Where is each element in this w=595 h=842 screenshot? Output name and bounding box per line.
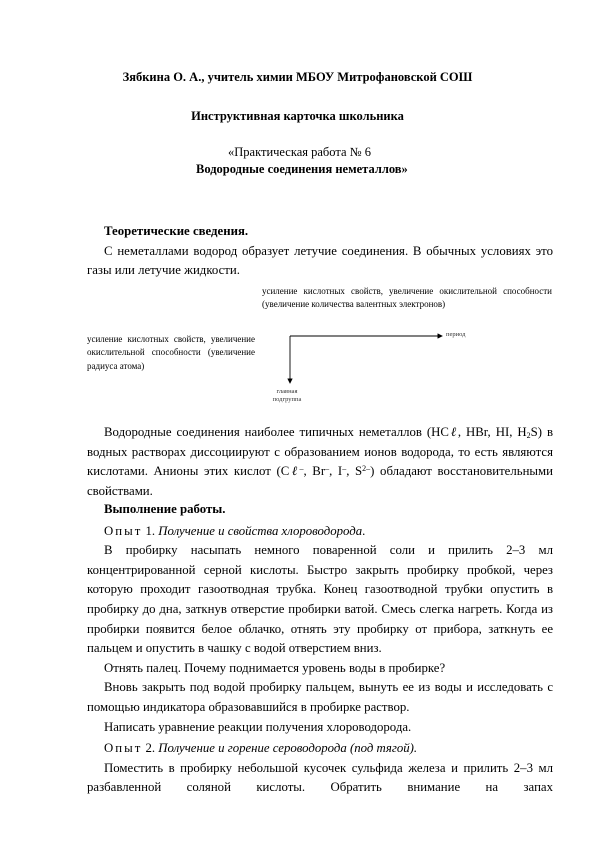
para2-sup-3: – [342,464,347,474]
card-title: Инструктивная карточка школьника [191,109,404,123]
author-line: Зябкина О. А., учитель химии МБОУ Митрофановской СОШ [122,70,473,84]
para2-text-6: , S [346,464,363,479]
experiment-2-title [87,739,553,759]
para2-ell: ℓ [448,425,458,439]
para2-text-5: , I [329,464,343,479]
exp2-label: Опыт [104,741,143,756]
exp1-paragraph-4: Написать уравнение реакции получения хлороводорода. [104,719,412,734]
exp1-num: 1. [142,523,159,538]
para2-text-7: ) обладают восстановительными свойствами. [87,464,553,498]
exp1-paragraph-3: Вновь закрыть под водой пробирку пальцем, вынуть ее из воды и исследовать с помощью индикатора образовавшийся в пробирке раствор. [87,680,553,714]
para2-text-1: Водородные соединения наиболее типичных неметаллов (HC [104,425,449,439]
theory-intro: С неметаллами водород образует летучие соединения. В обычных условиях это газы или летучие жидкости. [87,243,553,278]
exp1-title: Получение и свойства хлороводорода [158,523,363,538]
exp2-paragraph-1: Поместить в пробирку небольшой кусочек сульфида железа и прилить 2–3 мл разбавленной соляной кислоты. Обратить внимание на запах [87,760,553,795]
exp2-num: 2. [142,741,159,756]
exp1-title-end: . [362,523,366,538]
diagram-top-note: усиление кислотных свойств, увеличение окислительной способности (увеличение количества валентных электронов) [262,286,552,310]
para2-sup-4: 2– [362,464,371,474]
theory-heading: Теоретические сведения. [104,224,249,238]
para2-sup-1: – [299,464,304,474]
exp1-label: Опыт [104,523,143,538]
work-title-line1: «Практическая работа № 6 [228,145,371,159]
theory-section [87,222,553,281]
diagram-left-note: усиление кислотных свойств, увеличение окислительной способности (увеличение радиуса атома) [87,334,255,371]
exp1-paragraph-1: В пробирку насыпать немного поваренной соли и прилить 2–3 мл концентрированной серной кислоты. Быстро закрыть пробирку пробкой, через которую проходит газоотводная трубка. Конец газоотводной трубки опустить в пробирку до дна, заткнув отверстие пробирки ватой. Смесь слегка нагреть. Когда из пробирки появится белое облачко, отнять эту пробирку от прибора, заткнуть ее пальцем и опустить в чашку с водой отверстием вниз. [87,543,553,656]
para2-sub: 2 [526,431,531,440]
exp2-title: Получение и горение сероводорода (под тягой). [158,741,418,756]
para2-text-3: S) в водных растворах диссоциируют с образованием ионов водорода, то есть являются кислотами. Анионы этих кислот (C [87,425,553,479]
para2-sup-2: – [325,464,330,474]
group-label: главная подгруппа [272,388,302,403]
exp1-paragraph-2: Отнять палец. Почему поднимается уровень воды в пробирке? [104,660,446,675]
period-label: период [446,331,466,338]
para2-ell-2: ℓ [289,464,300,479]
procedure-heading: Выполнение работы. [104,502,226,516]
para2-text-4: , Br [303,464,326,479]
work-title-line2: Водородные соединения неметаллов» [196,162,408,176]
para2-text-2: , HBr, HI, H [457,425,527,439]
theory-paragraph-2 [87,423,553,501]
experiment-1-title [87,522,553,542]
procedure-section [87,500,553,798]
